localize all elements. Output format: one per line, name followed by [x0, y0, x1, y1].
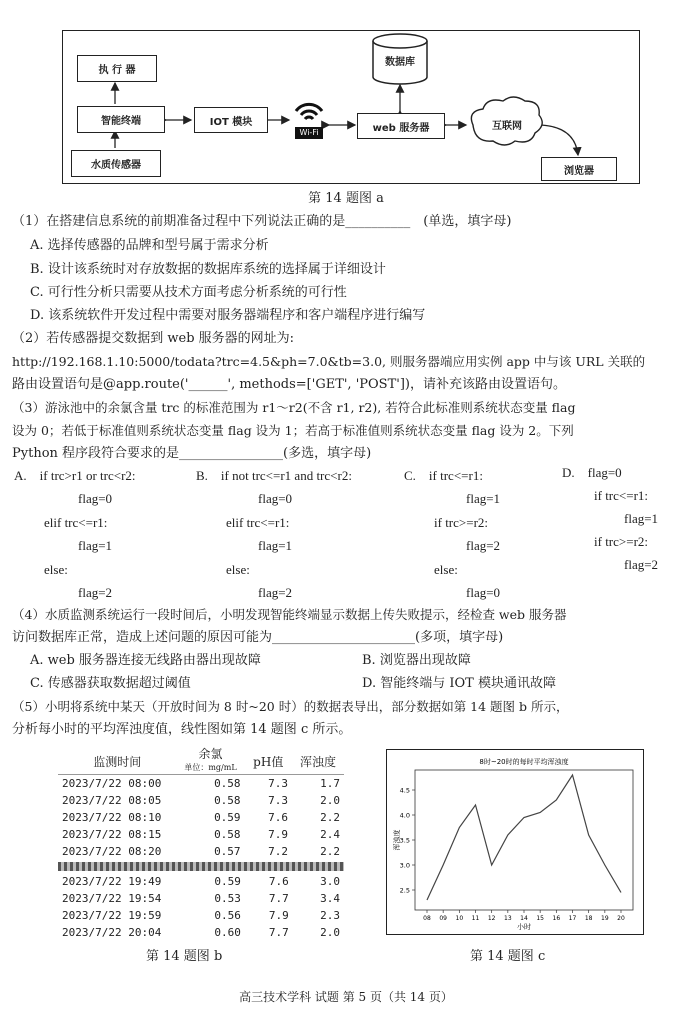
x-tick-label: 12 — [487, 915, 496, 922]
cell-chlorine: 0.58 — [214, 794, 241, 807]
table-row — [58, 775, 344, 793]
cell-turbidity: 2.4 — [320, 828, 340, 841]
cell-turbidity: 2.0 — [320, 794, 340, 807]
q5-line: （5）小明将系统中某天（开放时间为 8 时~20 时）的数据表导出，部分数据如第 14 题图 b 所示， — [12, 699, 569, 714]
code-line: flag=0 — [258, 491, 293, 506]
x-tick-label: 08 — [423, 915, 431, 922]
cell-time: 2023/7/22 08:15 — [62, 828, 162, 841]
cell-turbidity: 1.7 — [320, 777, 340, 790]
cell-time: 2023/7/22 19:54 — [62, 892, 162, 905]
cell-time: 2023/7/22 08:05 — [62, 794, 162, 807]
internet-label: 互联网 — [492, 121, 522, 132]
code-line: else: — [44, 562, 68, 577]
sensor-box: 水质传感器 — [71, 150, 161, 177]
x-tick-label: 17 — [568, 915, 577, 922]
code-line: if trc>=r2: — [434, 515, 489, 530]
code-line: B. if not trc<=r1 and trc<r2: — [196, 468, 352, 483]
y-tick-label: 2.5 — [399, 886, 410, 895]
code-line: flag=0 — [78, 491, 113, 506]
code-line: flag=1 — [624, 511, 659, 526]
q4-line: 访问数据库正常，造成上述问题的原因可能为______________________(多项，填字母) — [12, 630, 504, 645]
q3-line: Python 程序段符合要求的是________________(多选，填字母) — [12, 446, 372, 461]
page-footer: 高三技术学科 试题 第 5 页（共 14 页） — [239, 990, 453, 1004]
cell-ph: 7.3 — [268, 794, 288, 807]
col-header-chlorine-unit: 单位：mg/mL — [184, 763, 237, 772]
x-tick-label: 15 — [536, 915, 544, 922]
iot-box: IOT 模块 — [194, 107, 268, 133]
x-tick-label: 20 — [617, 915, 625, 922]
figure-b-table — [58, 748, 344, 941]
cell-turbidity: 3.0 — [320, 875, 340, 888]
cell-ph: 7.6 — [268, 875, 289, 888]
x-tick-label: 11 — [471, 915, 480, 922]
web-server-box: web 服务器 — [357, 113, 445, 139]
q4-option: A. web 服务器连接无线路由器出现故障 — [30, 653, 261, 668]
cell-time: 2023/7/22 08:20 — [62, 845, 162, 858]
series-line — [427, 775, 621, 900]
cell-chlorine: 0.59 — [214, 875, 241, 888]
q1-option: A. 选择传感器的品牌和型号属于需求分析 — [30, 238, 269, 253]
database-label: 数据库 — [385, 57, 415, 68]
table-header-row — [58, 748, 344, 775]
q1-stem: （1）在搭建信息系统的前期准备过程中下列说法正确的是__________ (单选，填字母) — [12, 214, 512, 229]
code-line: if trc>=r2: — [594, 534, 649, 549]
x-tick-label: 10 — [455, 915, 464, 922]
code-line: else: — [434, 562, 458, 577]
col-header-chlorine — [176, 748, 244, 775]
table-row — [58, 792, 344, 809]
col-header-turbidity: 浑浊度 — [292, 748, 344, 775]
cell-ph: 7.6 — [268, 811, 288, 824]
table-row — [58, 890, 344, 907]
code-line: A. if trc>r1 or trc<r2: — [14, 468, 136, 483]
table-break — [58, 862, 344, 871]
cell-chlorine: 0.53 — [214, 892, 241, 905]
cell-ph: 7.3 — [268, 777, 288, 790]
cell-ph: 7.7 — [268, 926, 289, 939]
table-row — [58, 809, 344, 826]
cell-time: 2023/7/22 20:04 — [62, 926, 162, 939]
col-header-ph: pH值 — [245, 748, 292, 775]
q2-line: （2）若传感器提交数据到 web 服务器的网址为: — [12, 331, 295, 346]
y-tick-label: 3.5 — [399, 836, 410, 845]
x-tick-label: 19 — [601, 915, 609, 922]
executor-box: 执 行 器 — [77, 55, 157, 82]
table-row — [58, 924, 344, 941]
terminal-box: 智能终端 — [77, 106, 165, 133]
cell-chlorine: 0.60 — [214, 926, 241, 939]
code-line: flag=2 — [624, 557, 659, 572]
caption-fig-a: 第 14 题图 a — [308, 191, 384, 206]
q1-option: C. 可行性分析只需要从技术方面考虑分析系统的可行性 — [30, 285, 347, 300]
data-table-continued — [58, 873, 344, 941]
cell-chlorine: 0.59 — [214, 811, 241, 824]
table-row — [58, 826, 344, 843]
x-tick-label: 14 — [520, 915, 528, 922]
data-table — [58, 748, 344, 860]
line-chart — [387, 750, 643, 934]
q4-line: （4）水质监测系统运行一段时间后，小明发现智能终端显示数据上传失败提示，经检查 web 服务器 — [12, 607, 567, 622]
table-row — [58, 873, 344, 890]
q1-option: D. 该系统软件开发过程中需要对服务器端程序和客户端程序进行编写 — [30, 308, 426, 323]
y-axis-label: 浑浊度 — [393, 829, 401, 851]
q4-option: B. 浏览器出现故障 — [362, 653, 471, 668]
y-tick-label: 3.0 — [399, 861, 410, 870]
caption-fig-c: 第 14 题图 c — [470, 949, 546, 964]
q2-line: http://192.168.1.10:5000/todata?trc=4.5&ph=7.0&tb=3.0, 则服务器端应用实例 app 中与该 URL 关联的 — [12, 354, 646, 369]
caption-fig-b: 第 14 题图 b — [146, 949, 223, 964]
cell-time: 2023/7/22 08:00 — [62, 777, 162, 790]
q3-line: 设为 0；若低于标准值则系统状态变量 flag 设为 1；若高于标准值则系统状态变量 flag 设为 2。下列 — [12, 423, 574, 438]
cell-turbidity: 2.2 — [320, 845, 340, 858]
x-tick-label: 13 — [504, 915, 512, 922]
q3-line: （3）游泳池中的余氯含量 trc 的标准范围为 r1～r2(不含 r1, r2), 若符合此标准则系统状态变量 flag — [12, 400, 576, 415]
x-tick-label: 18 — [584, 915, 593, 922]
cell-ph: 7.7 — [268, 892, 289, 905]
code-line: else: — [226, 562, 250, 577]
cell-turbidity: 2.0 — [320, 926, 340, 939]
chart-title: 8时~20时的每时平均浑浊度 — [479, 758, 569, 766]
q1-option: B. 设计该系统时对存放数据的数据库系统的选择属于详细设计 — [30, 262, 386, 277]
q5-line: 分析每小时的平均浑浊度值，线性图如第 14 题图 c 所示。 — [12, 722, 352, 737]
q4-option: C. 传感器获取数据超过阈值 — [30, 676, 191, 691]
cell-chlorine: 0.58 — [214, 828, 241, 841]
wifi-label: Wi-Fi — [299, 128, 319, 137]
table-row — [58, 907, 344, 924]
figure-a — [62, 30, 640, 184]
q2-line: 路由设置语句是@app.route('______', methods=['GET', 'POST'])，请补充该路由设置语句。 — [12, 377, 566, 392]
y-tick-label: 4.0 — [399, 811, 410, 820]
code-line: flag=2 — [78, 585, 113, 600]
code-line: flag=2 — [258, 585, 293, 600]
code-line: C. if trc<=r1: — [404, 468, 483, 483]
code-line: elif trc<=r1: — [44, 515, 108, 530]
cell-chlorine: 0.56 — [214, 909, 241, 922]
cell-ph: 7.2 — [268, 845, 288, 858]
col-header-time: 监测时间 — [58, 748, 176, 775]
table-row — [58, 843, 344, 860]
code-line: D. flag=0 — [562, 465, 622, 480]
code-line: flag=0 — [466, 585, 501, 600]
cell-turbidity: 3.4 — [320, 892, 340, 905]
q4-option: D. 智能终端与 IOT 模块通讯故障 — [362, 676, 556, 691]
code-line: flag=2 — [466, 538, 501, 553]
wifi-icon — [296, 104, 322, 119]
code-line: flag=1 — [78, 538, 113, 553]
cell-ph: 7.9 — [268, 909, 289, 922]
cell-chlorine: 0.57 — [214, 845, 241, 858]
cell-ph: 7.9 — [268, 828, 288, 841]
col-header-chlorine-label: 余氯 — [198, 747, 223, 761]
cell-turbidity: 2.3 — [320, 909, 340, 922]
cell-time: 2023/7/22 19:49 — [62, 875, 162, 888]
browser-box: 浏览器 — [541, 157, 617, 181]
code-line: elif trc<=r1: — [226, 515, 290, 530]
cell-chlorine: 0.58 — [214, 777, 241, 790]
code-line: flag=1 — [466, 491, 501, 506]
x-tick-label: 09 — [439, 915, 447, 922]
y-tick-label: 4.5 — [399, 786, 410, 795]
figure-c-chart — [386, 749, 644, 935]
cell-turbidity: 2.2 — [320, 811, 340, 824]
x-tick-label: 16 — [552, 915, 561, 922]
plot-frame — [415, 770, 633, 910]
x-axis-label: 小时 — [517, 923, 531, 931]
code-line: if trc<=r1: — [594, 488, 649, 503]
code-line: flag=1 — [258, 538, 293, 553]
cell-time: 2023/7/22 08:10 — [62, 811, 162, 824]
cell-time: 2023/7/22 19:59 — [62, 909, 162, 922]
